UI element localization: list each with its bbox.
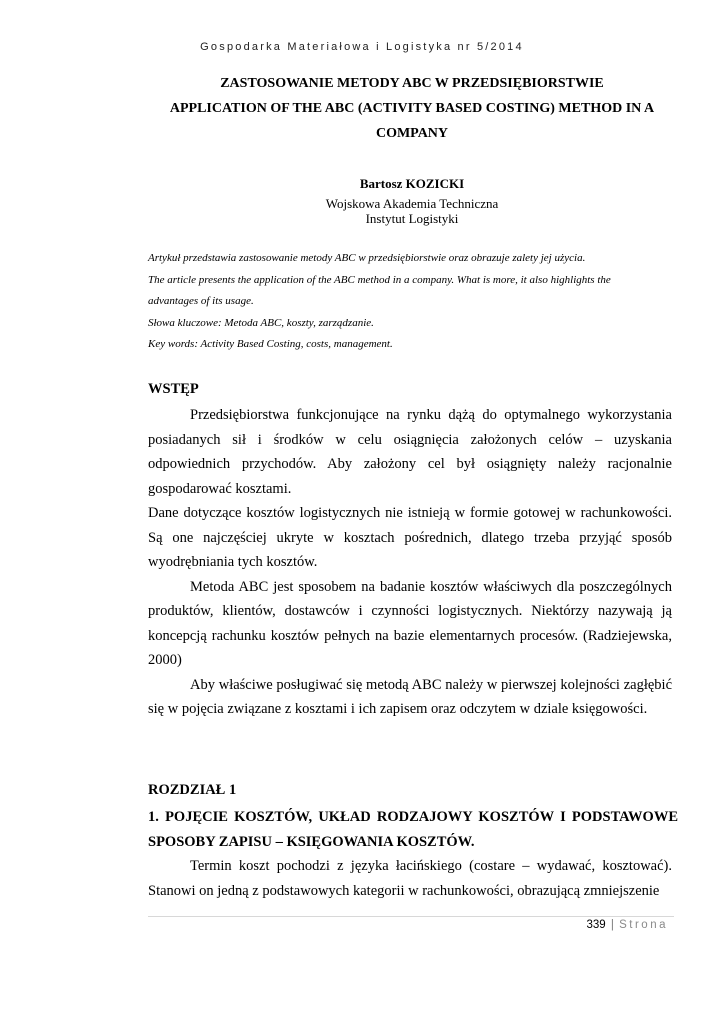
chapter-label: ROZDZIAŁ 1 xyxy=(148,782,237,798)
paragraph: Aby właściwe posługiwać się metodą ABC należy w pierwszej kolejności zagłębić się w pojęcia związane z kosztami i ich zapisem oraz odczytem w dziale księgowości. xyxy=(148,676,672,717)
paper-title xyxy=(150,71,674,146)
page-footer xyxy=(587,919,668,931)
section-heading-intro: WSTĘP xyxy=(148,381,199,397)
title-line-english: APPLICATION OF THE ABC (ACTIVITY BASED COSTING) METHOD IN A xyxy=(169,101,655,116)
chapter-title: 1. POJĘCIE KOSZTÓW, UKŁAD RODZAJOWY KOSZTÓW I PODSTAWOWE SPOSOBY ZAPISU – KSIĘGOWANIA KOSZTÓW. xyxy=(148,809,678,850)
abstract-english: The article presents the application of the ABC method in a company. What is more, it also highlights the xyxy=(148,273,611,286)
paragraph: Termin koszt pochodzi z języka łacińskiego (costare – wydawać, kosztować). Stanowi on jedną z podstawowych kategorii w rachunkowości, obrazującą zmniejszenie xyxy=(148,858,672,899)
abstract-english-cont: advantages of its usage. xyxy=(148,295,254,307)
author-affiliation: Wojskowa Akademia Techniczna xyxy=(325,196,499,211)
page-label: Strona xyxy=(619,919,668,931)
keywords-polish: Słowa kluczowe: Metoda ABC, koszty, zarządzanie. xyxy=(148,316,374,329)
page-number: 339 xyxy=(586,919,606,931)
keywords-english: Key words: Activity Based Costing, costs, management. xyxy=(148,338,393,350)
footer-divider xyxy=(148,916,674,917)
footer-separator: | xyxy=(610,919,614,931)
paragraph: Przedsiębiorstwa funkcjonujące na rynku dążą do optymalnego wykorzystania posiadanych sił i środków w celu osiągnięcia założonych celów – uzyskania odpowiednich przychodów. Aby założony cel był osiągnięty należy racjonalnie gospodarować kosztami. xyxy=(148,407,672,497)
abstract-polish: Artykuł przedstawia zastosowanie metody ABC w przedsiębiorstwie oraz obrazuje zalety jej użycia. xyxy=(148,252,586,264)
author-name: Bartosz KOZICKI xyxy=(359,176,465,191)
abstract-block xyxy=(148,248,678,356)
title-line-english-cont: COMPANY xyxy=(375,126,449,141)
paragraph: Dane dotyczące kosztów logistycznych nie istnieją w formie gotowej w rachunkowości. Są one najczęściej ukryte w kosztach pośrednich, dlatego trzeba przyjąć sposób wyodrębniania tych kosztów. xyxy=(148,505,672,570)
title-line-polish: ZASTOSOWANIE METODY ABC W PRZEDSIĘBIORSTWIE xyxy=(220,76,604,91)
journal-header: Gospodarka Materiałowa i Logistyka nr 5/2014 xyxy=(200,41,524,53)
author-institute: Instytut Logistyki xyxy=(365,211,459,226)
intro-body xyxy=(148,403,672,722)
chapter-body xyxy=(148,854,672,903)
paragraph: Metoda ABC jest sposobem na badanie kosztów właściwych dla poszczególnych produktów, klientów, dostawców i czynności logistycznych. Niektórzy nazywają ją koncepcją rachunku kosztów pełnych na bazie elementarnych procesów. (Radziejewska, 2000) xyxy=(148,578,672,668)
